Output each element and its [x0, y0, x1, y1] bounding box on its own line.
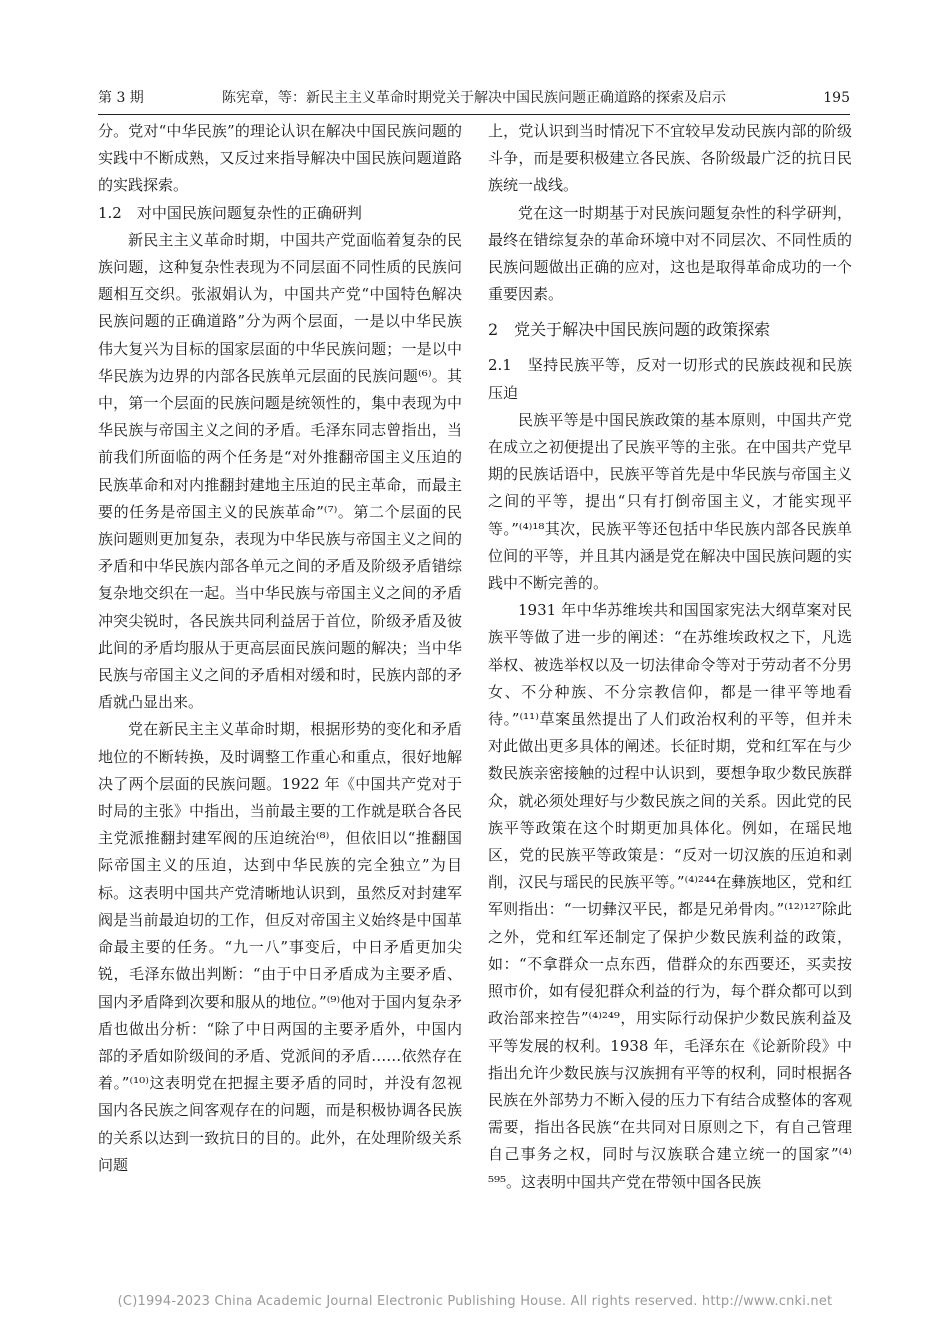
subsection-heading-1-2: 1.2 对中国民族问题复杂性的正确研判 [98, 203, 362, 222]
header-rule [98, 114, 850, 115]
paragraph: 民族平等是中国民族政策的基本原则，中国共产党在成立之初便提出了民族平等的主张。在中国共产党早期的民族话语中，民族平等首先是中华民族与帝国主义之间的平等，提出“只有打倒帝国主义，才能实现平等。”⁽⁴⁾¹⁸其次，民族平等还包括中华民族内部各民族单位间的平等，并且其内涵是党在解决中国民族问题的实践中不断完善的。 [488, 410, 852, 593]
paragraph: 党在这一时期基于对民族问题复杂性的科学研判，最终在错综复杂的革命环境中对不同层次、不同性质的民族问题做出正确的应对，这也是取得革命成功的一个重要因素。 [488, 203, 852, 304]
paragraph: 1931 年中华苏维埃共和国国家宪法大纲草案对民族平等做了进一步的阐述：“在苏维埃政权之下，凡选举权、被选举权以及一切法律命令等对于劳动者不分男女、不分种族、不分宗教信仰，都是一律平等地看待。”⁽¹¹⁾草案虽然提出了人们政治权利的平等，但并未对此做出更多具体的阐述。长征时期，党和红军在与少数民族亲密接触的过程中认识到，要想争取少数民族群众，就必须处理好与少数民族之间的关系。因此党的民族平等政策在这个时期更加具体化。例如，在瑶民地区，党的民族平等政策是：“反对一切汉族的压迫和剥削，汉民与瑶民的民族平等。”⁽⁴⁾²⁴⁴在彝族地区，党和红军则指出：“一切彝汉平民，都是兄弟骨肉。”⁽¹²⁾¹²⁷除此之外，党和红军还制定了保护少数民族利益的政策，如：“不拿群众一点东西，借群众的东西要还，买卖按照市价，如有侵犯群众利益的行为，每个群众都可以到政治部来控告”⁽⁴⁾²⁴⁹，用实际行动保护少数民族利益及平等发展的权利。1938 年，毛泽东在《论新阶段》中指出允许少数民族与汉族拥有平等的权利，同时根据各民族在外部势力不断入侵的压力下有结合成整体的客观需要，指出各民族“在共同对日原则之下，有自己管理自己事务之权，同时与汉族联合建立统一的国家”⁽⁴⁾⁵⁹⁵。这表明中国共产党在带领中国各民族 [488, 601, 852, 1191]
paragraph: 分。党对“中华民族”的理论认识在解决中国民族问题的实践中不断成熟，又反过来指导解决中国民族问题道路的实践探索。 [98, 122, 462, 195]
running-title: 陈宪章，等：新民主主义革命时期党关于解决中国民族问题正确道路的探索及启示 [222, 90, 726, 106]
left-column [98, 118, 462, 1278]
page-number: 195 [823, 90, 850, 106]
section-heading-2: 2 党关于解决中国民族问题的政策探索 [488, 320, 771, 340]
paragraph: 上，党认识到当时情况下不宜较早发动民族内部的阶级斗争，而是要积极建立各民族、各阶级最广泛的抗日民族统一战线。 [488, 122, 852, 195]
right-column [488, 118, 852, 1278]
copyright-footer: (C)1994-2023 China Academic Journal Electronic Publishing House. All rights reserved. http://www.cnki.net [117, 1294, 833, 1309]
paragraph: 新民主主义革命时期，中国共产党面临着复杂的民族问题，这种复杂性表现为不同层面不同性质的民族问题相互交织。张淑娟认为，中国共产党“中国特色解决民族问题的正确道路”分为两个层面，一是以中华民族伟大复兴为目标的国家层面的中华民族问题；一是以中华民族为边界的内部各民族单元层面的民族问题⁽⁶⁾。其中，第一个层面的民族问题是统领性的，集中表现为中华民族与帝国主义之间的矛盾。毛泽东同志曾指出，当前我们所面临的两个任务是“对外推翻帝国主义压迫的民族革命和对内推翻封建地主压迫的民主革命，而最主要的任务是帝国主义的民族革命”⁽⁷⁾。第二个层面的民族问题则更加复杂，表现为中华民族与帝国主义之间的矛盾和中华民族内部各单元之间的矛盾及阶级矛盾错综复杂地交织在一起。当中华民族与帝国主义之间的矛盾冲突尖锐时，各民族共同利益居于首位，阶级矛盾及彼此间的矛盾均服从于更高层面民族问题的解决；当中华民族与帝国主义之间的矛盾相对缓和时，民族内部的矛盾就凸显出来。 [98, 230, 462, 712]
subsection-heading-2-1: 2.1 坚持民族平等，反对一切形式的民族歧视和民族压迫 [488, 356, 852, 402]
running-header [98, 86, 850, 110]
paragraph: 党在新民主主义革命时期，根据形势的变化和矛盾地位的不断转换，及时调整工作重心和重点，很好地解决了两个层面的民族问题。1922 年《中国共产党对于时局的主张》中指出，当前最主要的工作就是联合各民主党派推翻封建军阀的压迫统治⁽⁸⁾，但依旧以“推翻国际帝国主义的压迫，达到中华民族的完全独立”为目标。这表明中国共产党清晰地认识到，虽然反对封建军阀是当前最迫切的工作，但反对帝国主义始终是中国革命最主要的任务。“九一八”事变后，中日矛盾更加尖锐，毛泽东做出判断：“由于中日矛盾成为主要矛盾、国内矛盾降到次要和服从的地位。”⁽⁹⁾他对于国内复杂矛盾也做出分析：“除了中日两国的主要矛盾外，中国内部的矛盾如阶级间的矛盾、党派间的矛盾……依然存在着。”⁽¹⁰⁾这表明党在把握主要矛盾的同时，并没有忽视国内各民族之间客观存在的问题，而是积极协调各民族的关系以达到一致抗日的目的。此外，在处理阶级关系问题 [98, 720, 462, 1174]
issue-label: 第 3 期 [98, 90, 144, 106]
